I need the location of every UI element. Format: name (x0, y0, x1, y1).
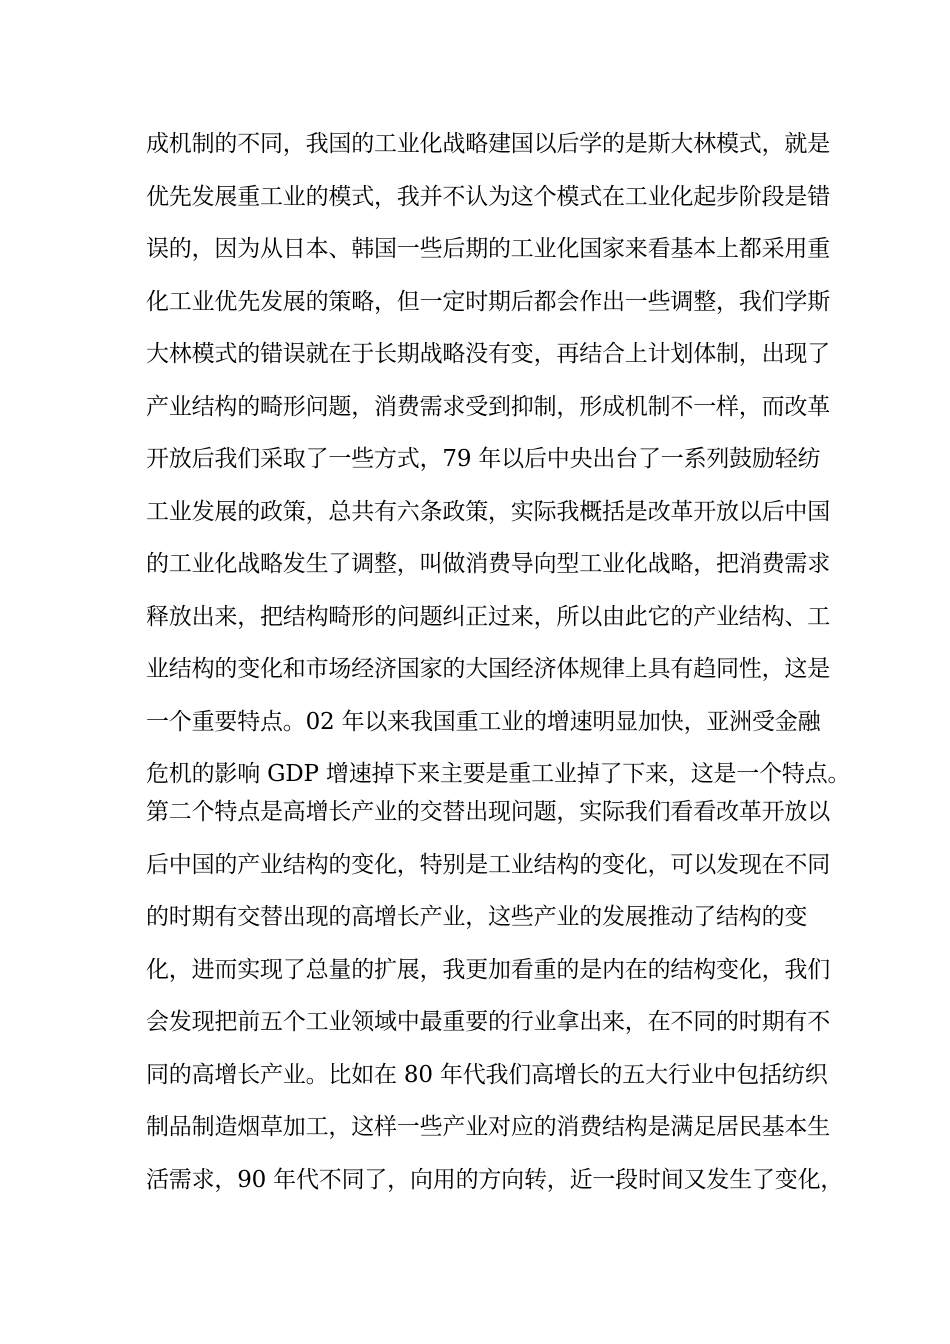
text-line: 大林模式的错误就在于长期战略没有变，再结合上计划体制，出现了 (146, 341, 831, 367)
text-line: 业结构的变化和市场经济国家的大国经济体规律上具有趋同性，这是 (146, 656, 831, 682)
text-line: 优先发展重工业的模式，我并不认为这个模式在工业化起步阶段是错 (146, 183, 831, 210)
text-line: 危机的影响 GDP 增速掉下来主要是重工业掉了下来，这是一个特点。 (146, 761, 851, 787)
paragraph-2 (146, 786, 844, 1206)
text-line: 工业发展的政策，总共有六条政策，实际我概括是改革开放以后中国 (146, 498, 831, 525)
text-line: 会发现把前五个工业领域中最重要的行业拿出来，在不同的时期有不 (146, 1009, 831, 1035)
text-line: 化，进而实现了总量的扩展，我更加看重的是内在的结构变化，我们 (146, 956, 831, 983)
text-line: 产业结构的畸形问题，消费需求受到抑制，形成机制不一样，而改革 (146, 393, 831, 420)
text-line: 化工业优先发展的策略，但一定时期后都会作出一些调整，我们学斯 (146, 288, 831, 315)
text-line: 一个重要特点。02 年以来我国重工业的增速明显加快，亚洲受金融 (146, 708, 821, 735)
text-line: 制品制造烟草加工，这样一些产业对应的消费结构是满足居民基本生 (146, 1114, 831, 1140)
paragraph-1 (146, 118, 851, 801)
text-line: 误的，因为从日本、韩国一些后期的工业化国家来看基本上都采用重 (146, 236, 831, 262)
text-line: 后中国的产业结构的变化，特别是工业结构的变化，可以发现在不同 (146, 851, 831, 878)
text-line: 活需求，90 年代不同了，向用的方向转，近一段时间又发生了变化， (146, 1166, 844, 1193)
text-line: 的时期有交替出现的高增长产业，这些产业的发展推动了结构的变 (146, 904, 808, 930)
text-line: 第二个特点是高增长产业的交替出现问题，实际我们看看改革开放以 (146, 799, 831, 825)
text-line: 的工业化战略发生了调整，叫做消费导向型工业化战略，把消费需求 (146, 551, 831, 577)
text-line: 开放后我们采取了一些方式，79 年以后中央出台了一系列鼓励轻纺 (146, 446, 821, 472)
text-line: 释放出来，把结构畸形的问题纠正过来，所以由此它的产业结构、工 (146, 603, 831, 630)
text-line: 成机制的不同，我国的工业化战略建国以后学的是斯大林模式，就是 (146, 131, 831, 157)
text-line: 同的高增长产业。比如在 80 年代我们高增长的五大行业中包括纺织 (146, 1061, 828, 1088)
